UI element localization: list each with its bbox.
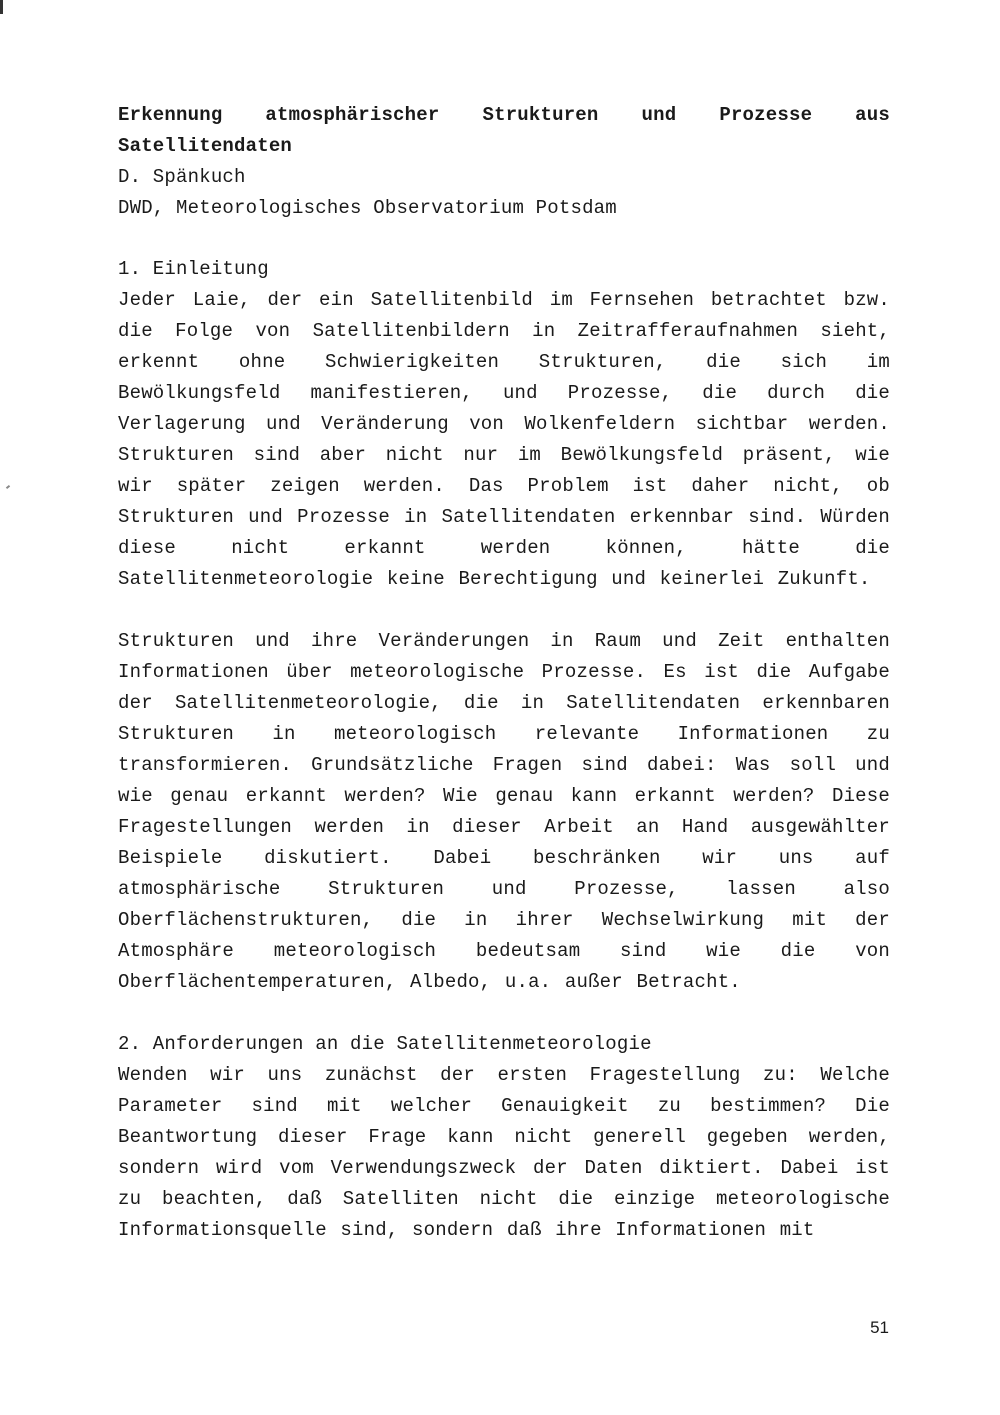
paper-affiliation: DWD, Meteorologisches Observatorium Potsdam (118, 197, 617, 219)
paragraph-gap (118, 998, 890, 1029)
scan-margin-mark (0, 0, 3, 14)
section-heading-anforderungen: 2. Anforderungen an die Satellitenmeteorologie (118, 1033, 652, 1055)
paragraph: Strukturen und ihre Veränderungen in Raum und Zeit enthalten Informationen über meteorologische Prozesse. Es ist die Aufgabe der Satellitenmeteorologie, die in Satellitendaten erkennbaren Strukturen in meteorologisch relevante Informationen zu transformieren. Grundsätzliche Fragen sind dabei: Was soll und wie genau erkannt werden? Wie genau kann erkannt werden? Diese Fragestellungen werden in dieser Arbeit an Hand ausgewählter Beispiele diskutiert. Dabei beschränken wir uns auf atmosphärische Strukturen und Prozesse, lassen also Oberflächenstrukturen, die in ihrer Wechselwirkung mit der Atmosphäre meteorologisch bedeutsam sind wie die von Oberflächentemperaturen, Albedo, u.a. außer Betracht. (118, 630, 890, 993)
paragraph-gap (118, 595, 890, 626)
paragraph: Wenden wir uns zunächst der ersten Fragestellung zu: Welche Parameter sind mit welcher Genauigkeit zu bestimmen? Die Beantwortung dieser Frage kann nicht generell gegeben werden, sondern wird vom Verwendungszweck der Daten diktiert. Dabei ist zu beachten, daß Satelliten nicht die einzige meteorologische Informationsquelle sind, sondern daß ihre Informationen mit (118, 1064, 890, 1241)
section-heading-einleitung: 1. Einleitung (118, 258, 269, 280)
paragraph: Jeder Laie, der ein Satellitenbild im Fernsehen betrachtet bzw. die Folge von Satellitenbildern in Zeitrafferaufnahmen sieht, erkennt ohne Schwierigkeiten Strukturen, die sich im Bewölkungsfeld manifestieren, und Prozesse, die durch die Verlagerung und Veränderung von Wolkenfeldern sichtbar werden. Strukturen sind aber nicht nur im Bewölkungsfeld präsent, wie wir später zeigen werden. Das Problem ist daher nicht, ob Strukturen und Prozesse in Satellitendaten erkennbar sind. Würden diese nicht erkannt werden können, hätte die Satellitenmeteorologie keine Berechtigung und keinerlei Zukunft. (118, 289, 890, 590)
paper-author: D. Spänkuch (118, 166, 246, 188)
page-number: 51 (870, 1318, 889, 1337)
scan-margin-tick (6, 485, 10, 489)
paper-title: Erkennung atmosphärischer Strukturen und Prozesse aus Satellitendaten (118, 104, 890, 157)
header-block (118, 100, 890, 224)
body-text (118, 254, 890, 1246)
